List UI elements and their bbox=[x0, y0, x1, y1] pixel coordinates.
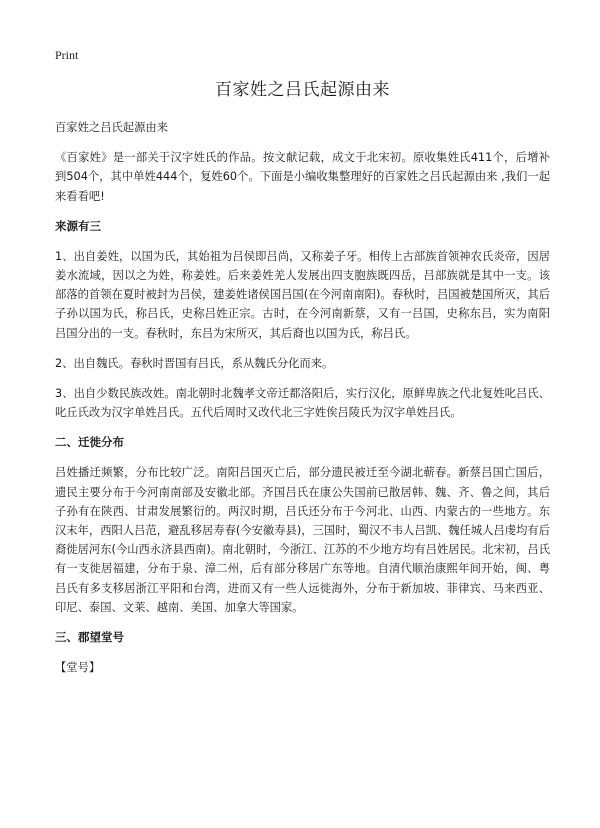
page-title: 百家姓之吕氏起源由来 bbox=[215, 80, 390, 100]
section-heading-halls: 三、郡望堂号 bbox=[55, 630, 124, 645]
section-heading-origins: 来源有三 bbox=[55, 218, 101, 233]
origin-paragraph-2: 2、出自魏氏。春秋时晋国有吕氏，系从魏氏分化而来。 bbox=[55, 356, 334, 370]
hall-name-label: 【堂号】 bbox=[55, 661, 101, 675]
origin-paragraph-1: 1、出自姜姓，以国为氏，其始祖为吕侯即吕尚，又称姜子牙。相传上古部族首领神农氏炎帝，因居姜水流域，因以之为姓，称姜姓。后来姜姓羌人发展出四支胞族既四岳，吕部族就是其中一支。该部落的首领在夏时被封为吕侯，建姜姓诸侯国吕国(在今河南南阳)。春秋时，吕国被楚国所灭，其后子孙以国为氏，称吕氏，史称吕姓正宗。古时，在今河南新蔡，又有一吕国，史称东吕，实为南阳吕国分出的一支。春秋时，东吕为宋所灭，其后裔也以国为氏，称吕氏。 bbox=[55, 249, 550, 340]
section-heading-migration: 二、迁徙分布 bbox=[55, 435, 124, 450]
intro-paragraph: 《百家姓》是一部关于汉字姓氏的作品。按文献记载，成文于北宋初。原收集姓氏411个，后增补到504个，其中单姓444个，复姓60个。下面是小编收集整理好的百家姓之吕氏起源由来 ,我们一起来看看吧! bbox=[55, 151, 550, 203]
origin-paragraph-3: 3、出自少数民族改姓。南北朝时北魏孝文帝迁都洛阳后，实行汉化，原鲜卑族之代北复姓叱吕氏、叱丘氏改为汉字单姓吕氏。五代后周时又改代北三字姓俟吕陵氏为汉字单姓吕氏。 bbox=[55, 387, 550, 420]
migration-paragraph: 吕姓播迁频繁，分布比较广泛。南阳吕国灭亡后，部分遗民被迁至今湖北蕲春。新蔡吕国亡国后，遗民主要分布于今河南南部及安徽北部。齐国吕氏在康公失国前已散居韩、魏、齐、鲁之间，其后子孙有在陕西、甘肃发展繁衍的。两汉时期，吕氏还分布于今河北、山西、内蒙古的一些地方。东汉末年，西阳人吕范，避乱移居寿春(今安徽寿县)，三国时，蜀汉不韦人吕凯、魏任城人吕虔均有后裔徙居河东(今山西永济县西南)。南北朝时，今浙江、江苏的不少地方均有吕姓居民。北宋初，吕氏有一支徙居福建，分布于泉、漳二州，后有部分移居广东等地。自清代顺治康熙年间开始，闽、粤吕氏有多支移居浙江平阳和台湾，进而又有一些人远徙海外，分布于新加坡、菲律宾、马来西亚、印尼、泰国、文莱、越南、美国、加拿大等国家。 bbox=[55, 466, 550, 614]
print-link[interactable]: Print bbox=[55, 48, 79, 62]
intro-subtitle: 百家姓之吕氏起源由来 bbox=[55, 121, 168, 134]
